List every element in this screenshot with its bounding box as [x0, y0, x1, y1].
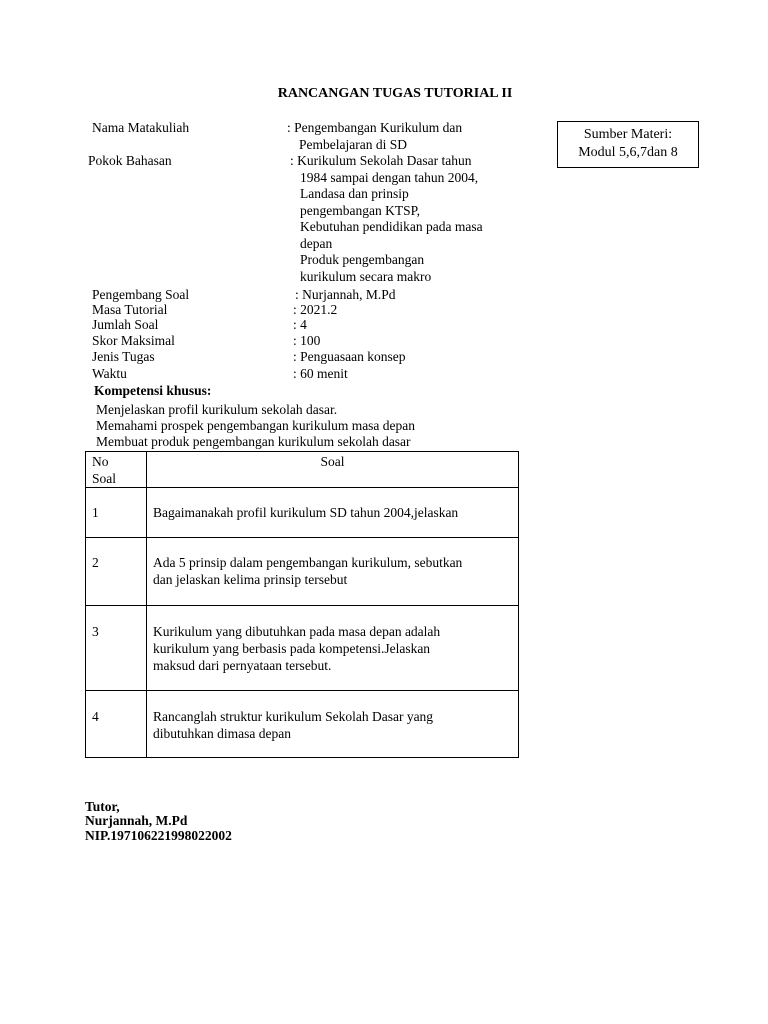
value-pengembang-soal: : Nurjannah, M.Pd: [295, 287, 396, 302]
row-number: 1: [86, 488, 147, 538]
label-jenis-tugas: Jenis Tugas: [92, 349, 155, 364]
value-jenis-tugas: : Penguasaan konsep: [293, 349, 406, 364]
soal-table: [85, 451, 519, 758]
label-nama-matakuliah: Nama Matakuliah: [92, 120, 190, 135]
value-jumlah-soal: : 4: [293, 317, 307, 332]
value-line: Kebutuhan pendidikan pada masa: [300, 219, 483, 234]
table-row: [86, 488, 519, 538]
value-line: pengembangan KTSP,: [300, 202, 420, 218]
question-line: Kurikulum yang dibutuhkan pada masa depan adalah: [153, 624, 441, 639]
value-line: 1984 sampai dengan tahun 2004,: [300, 169, 479, 185]
sumber-materi-value: Modul 5,6,7dan 8: [578, 145, 678, 160]
row-question: [147, 691, 519, 758]
row-question: [147, 488, 519, 538]
row-number: 2: [86, 538, 147, 606]
label-jumlah-soal: Jumlah Soal: [92, 317, 159, 332]
document-title: RANCANGAN TUGAS TUTORIAL II: [277, 86, 513, 101]
header-no-soal: [86, 452, 147, 488]
row-number: 4: [86, 691, 147, 758]
table-row: [86, 606, 519, 691]
table-header-row: [86, 452, 519, 488]
value-line: kurikulum secara makro: [300, 268, 432, 284]
header-no-line: No: [92, 454, 109, 469]
value-line: Pembelajaran di SD: [299, 136, 407, 152]
value-line: : Kurikulum Sekolah Dasar tahun: [290, 153, 472, 168]
sumber-materi-box: [557, 121, 699, 168]
tutor-label: Tutor,: [85, 799, 120, 814]
kompetensi-item: Menjelaskan profil kurikulum sekolah dasar.: [96, 402, 338, 417]
kompetensi-item: Membuat produk pengembangan kurikulum sekolah dasar: [96, 434, 411, 449]
tutor-name: Nurjannah, M.Pd: [85, 813, 188, 828]
label-pengembang-soal: Pengembang Soal: [92, 287, 190, 302]
sumber-materi-label: Sumber Materi:: [583, 127, 673, 142]
value-line: : Pengembangan Kurikulum dan: [287, 120, 463, 135]
label-waktu: Waktu: [92, 366, 127, 381]
value-nama-matakuliah: [287, 120, 462, 153]
label-masa-tutorial: Masa Tutorial: [92, 302, 168, 317]
question-line: dan jelaskan kelima prinsip tersebut: [153, 572, 348, 587]
label-pokok-bahasan: Pokok Bahasan: [88, 153, 172, 168]
kompetensi-heading: Kompetensi khusus:: [94, 383, 212, 398]
header-no-line: Soal: [92, 471, 117, 486]
row-question: [147, 538, 519, 606]
value-skor-maksimal: : 100: [293, 333, 321, 348]
question-line: Ada 5 prinsip dalam pengembangan kurikulum, sebutkan: [153, 555, 463, 570]
value-line: Produk pengembangan: [300, 252, 425, 267]
question-line: Bagaimanakah profil kurikulum SD tahun 2004,jelaskan: [153, 505, 459, 520]
value-pokok-bahasan: [290, 153, 483, 285]
table-row: [86, 691, 519, 758]
header-soal: Soal: [147, 452, 519, 488]
label-skor-maksimal: Skor Maksimal: [92, 333, 175, 348]
value-line: depan: [300, 235, 333, 251]
question-line: dibutuhkan dimasa depan: [153, 726, 291, 741]
value-waktu: : 60 menit: [293, 366, 348, 381]
row-question: [147, 606, 519, 691]
value-masa-tutorial: : 2021.2: [293, 302, 338, 317]
value-line: Landasa dan prinsip: [300, 186, 409, 201]
question-line: Rancanglah struktur kurikulum Sekolah Dasar yang: [153, 709, 434, 724]
row-number: 3: [86, 606, 147, 691]
table-row: [86, 538, 519, 606]
kompetensi-item: Memahami prospek pengembangan kurikulum masa depan: [96, 418, 416, 433]
question-line: maksud dari pernyataan tersebut.: [153, 658, 332, 673]
tutor-nip: NIP.197106221998022002: [85, 828, 232, 843]
question-line: kurikulum yang berbasis pada kompetensi.Jelaskan: [153, 641, 431, 656]
